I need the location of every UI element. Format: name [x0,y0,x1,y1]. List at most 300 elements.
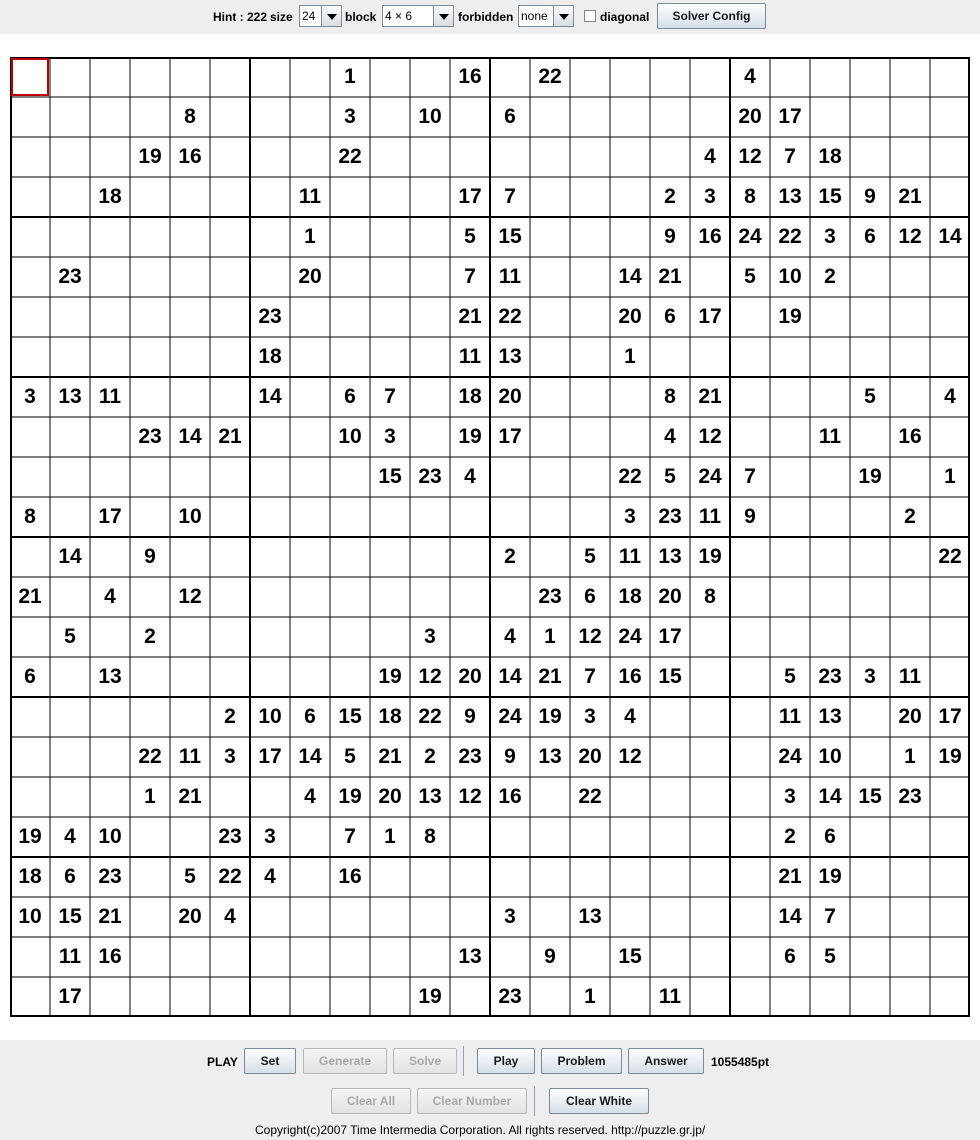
cell[interactable] [770,337,810,377]
cell[interactable]: 19 [18,825,42,848]
cell[interactable] [90,257,130,297]
cell[interactable]: 4 [504,625,516,648]
cell[interactable] [890,57,930,97]
cell[interactable] [250,897,290,937]
cell[interactable] [90,617,130,657]
cell[interactable]: 16 [898,425,922,448]
cell[interactable]: 20 [898,705,922,728]
size-select[interactable] [299,5,342,27]
cell[interactable] [850,537,890,577]
cell[interactable]: 14 [258,385,282,408]
cell[interactable] [330,617,370,657]
cell[interactable]: 13 [818,705,842,728]
cell[interactable]: 10 [818,745,842,768]
cell[interactable] [410,417,450,457]
cell[interactable]: 14 [498,665,522,688]
cell[interactable] [890,297,930,337]
cell[interactable]: 20 [578,745,602,768]
cell[interactable] [650,97,690,137]
cell[interactable]: 1 [904,745,916,768]
cell[interactable] [210,657,250,697]
cell[interactable]: 3 [584,705,596,728]
cell[interactable] [370,617,410,657]
cell[interactable]: 9 [464,705,476,728]
cell[interactable] [410,57,450,97]
cell[interactable]: 7 [504,185,516,208]
cell[interactable] [250,57,290,97]
cell[interactable] [410,177,450,217]
cell[interactable]: 24 [778,745,802,768]
cell[interactable]: 15 [338,705,362,728]
cell[interactable] [370,177,410,217]
cell[interactable] [250,977,290,1017]
cell[interactable] [290,337,330,377]
cell[interactable] [810,617,850,657]
cell[interactable] [730,697,770,737]
chevron-down-icon[interactable] [553,6,573,26]
cell[interactable]: 19 [538,705,562,728]
cell[interactable] [690,617,730,657]
cell[interactable]: 20 [298,265,322,288]
cell[interactable]: 10 [778,265,802,288]
cell[interactable] [810,577,850,617]
cell[interactable]: 2 [144,625,156,648]
cell[interactable]: 21 [658,265,682,288]
cell[interactable]: 4 [104,585,116,608]
cell[interactable]: 20 [458,665,482,688]
cell[interactable]: 10 [178,505,202,528]
cell[interactable] [530,857,570,897]
diagonal-checkbox[interactable] [584,10,596,22]
cell[interactable]: 22 [218,865,242,888]
cell[interactable]: 18 [818,145,842,168]
cell[interactable] [50,457,90,497]
cell[interactable]: 12 [458,785,482,808]
cell[interactable] [90,217,130,257]
cell[interactable] [610,897,650,937]
cell[interactable] [250,177,290,217]
cell[interactable] [850,337,890,377]
cell[interactable]: 12 [738,145,762,168]
cell[interactable] [410,537,450,577]
cell[interactable] [290,137,330,177]
cell[interactable] [530,537,570,577]
cell[interactable] [570,937,610,977]
cell[interactable]: 18 [378,705,402,728]
cell[interactable]: 15 [378,465,402,488]
cell[interactable] [730,377,770,417]
cell[interactable] [530,977,570,1017]
cell[interactable] [210,537,250,577]
cell[interactable]: 15 [58,905,82,928]
cell[interactable] [650,937,690,977]
cell[interactable]: 6 [504,105,516,128]
cell[interactable] [730,737,770,777]
cell[interactable] [850,297,890,337]
cell[interactable] [930,657,970,697]
cell[interactable]: 13 [538,745,562,768]
cell[interactable]: 23 [138,425,162,448]
cell[interactable]: 4 [944,385,956,408]
cell[interactable] [890,137,930,177]
cell[interactable] [770,977,810,1017]
cell[interactable]: 8 [24,505,36,528]
forbidden-select[interactable] [518,5,574,27]
cell[interactable]: 23 [538,585,562,608]
cell[interactable] [370,857,410,897]
cell[interactable] [210,777,250,817]
cell[interactable] [930,297,970,337]
cell[interactable]: 21 [378,745,402,768]
cell[interactable] [210,937,250,977]
cell[interactable] [90,297,130,337]
cell[interactable] [290,97,330,137]
cell[interactable]: 18 [258,345,282,368]
cell[interactable] [210,977,250,1017]
cell[interactable]: 19 [378,665,402,688]
cell[interactable]: 9 [544,945,556,968]
cell[interactable] [690,937,730,977]
cell[interactable]: 5 [664,465,676,488]
cell[interactable] [50,97,90,137]
cell[interactable] [90,457,130,497]
cell[interactable] [730,857,770,897]
cell[interactable] [810,537,850,577]
cell[interactable] [450,817,490,857]
cell[interactable]: 6 [304,705,316,728]
cell[interactable] [290,297,330,337]
cell[interactable]: 13 [98,665,122,688]
cell[interactable] [90,137,130,177]
cell[interactable] [650,777,690,817]
cell[interactable]: 23 [98,865,122,888]
cell[interactable] [770,417,810,457]
cell[interactable] [810,337,850,377]
cell[interactable]: 23 [498,985,522,1008]
cell[interactable] [330,937,370,977]
cell[interactable] [890,337,930,377]
cell[interactable]: 16 [618,665,642,688]
cell[interactable] [50,777,90,817]
cell[interactable]: 7 [784,145,796,168]
cell[interactable]: 8 [184,105,196,128]
cell[interactable]: 3 [824,225,836,248]
cell[interactable] [490,457,530,497]
cell[interactable]: 22 [778,225,802,248]
cell[interactable] [370,577,410,617]
cell[interactable] [490,57,530,97]
cell[interactable] [170,337,210,377]
cell[interactable]: 5 [584,545,596,568]
cell[interactable] [290,577,330,617]
cell[interactable] [610,777,650,817]
cell[interactable]: 17 [658,625,682,648]
cell[interactable]: 3 [784,785,796,808]
cell[interactable]: 19 [858,465,882,488]
cell[interactable] [290,897,330,937]
cell[interactable]: 8 [664,385,676,408]
cell[interactable] [330,337,370,377]
cell[interactable] [810,97,850,137]
cell[interactable]: 22 [538,65,562,88]
cell[interactable] [450,97,490,137]
cell[interactable] [370,977,410,1017]
cell[interactable]: 13 [578,905,602,928]
cell[interactable] [210,457,250,497]
cell[interactable] [610,857,650,897]
cell[interactable]: 4 [744,65,756,88]
cell[interactable] [170,937,210,977]
cell[interactable] [130,377,170,417]
cell[interactable]: 18 [458,385,482,408]
cell[interactable] [290,617,330,657]
cell[interactable]: 14 [938,225,962,248]
cell[interactable] [730,617,770,657]
cell[interactable] [250,417,290,457]
cell[interactable]: 2 [224,705,236,728]
cell[interactable]: 21 [458,305,482,328]
cell[interactable] [930,897,970,937]
cell[interactable] [290,57,330,97]
cell[interactable] [250,257,290,297]
cell[interactable] [370,537,410,577]
cell[interactable] [530,97,570,137]
cell[interactable] [490,857,530,897]
cell[interactable]: 5 [744,265,756,288]
cell[interactable] [450,537,490,577]
cell[interactable]: 20 [498,385,522,408]
cell[interactable]: 14 [178,425,202,448]
cell[interactable]: 18 [98,185,122,208]
cell[interactable] [490,137,530,177]
cell[interactable]: 10 [338,425,362,448]
cell[interactable] [650,137,690,177]
cell[interactable]: 12 [898,225,922,248]
cell[interactable] [290,457,330,497]
cell[interactable]: 7 [584,665,596,688]
cell[interactable] [10,97,50,137]
cell[interactable] [170,257,210,297]
cell[interactable]: 10 [418,105,442,128]
cell[interactable] [650,817,690,857]
cell[interactable] [530,777,570,817]
cell[interactable] [370,297,410,337]
cell[interactable] [570,57,610,97]
cell[interactable] [130,817,170,857]
cell[interactable] [330,537,370,577]
cell[interactable]: 23 [418,465,442,488]
cell[interactable]: 22 [578,785,602,808]
cell[interactable] [850,737,890,777]
cell[interactable]: 3 [504,905,516,928]
cell[interactable] [610,377,650,417]
cell[interactable] [330,297,370,337]
cell[interactable] [290,497,330,537]
cell[interactable] [850,57,890,97]
cell[interactable]: 15 [818,185,842,208]
cell[interactable] [850,417,890,457]
cell[interactable] [90,537,130,577]
cell[interactable]: 7 [824,905,836,928]
cell[interactable] [10,937,50,977]
cell[interactable] [890,857,930,897]
cell[interactable] [330,657,370,697]
cell[interactable] [50,657,90,697]
cell[interactable] [130,97,170,137]
cell[interactable] [530,217,570,257]
cell[interactable] [10,137,50,177]
cell[interactable] [10,777,50,817]
cell[interactable] [90,977,130,1017]
cell[interactable] [530,897,570,937]
cell[interactable]: 7 [344,825,356,848]
cell[interactable] [650,737,690,777]
cell[interactable] [170,377,210,417]
cell[interactable]: 4 [264,865,276,888]
cell[interactable]: 12 [698,425,722,448]
cell[interactable] [570,297,610,337]
cell[interactable] [530,457,570,497]
cell[interactable] [730,417,770,457]
cell[interactable]: 14 [298,745,322,768]
cell[interactable] [210,577,250,617]
cell[interactable]: 22 [418,705,442,728]
cell[interactable]: 5 [864,385,876,408]
cell[interactable] [610,217,650,257]
cell[interactable] [50,737,90,777]
cell[interactable]: 5 [64,625,76,648]
cell[interactable] [730,297,770,337]
cell[interactable] [530,377,570,417]
cell[interactable]: 1 [344,65,356,88]
cell[interactable]: 11 [178,745,202,768]
cell[interactable] [410,937,450,977]
cell[interactable] [930,817,970,857]
cell[interactable]: 23 [458,745,482,768]
cell[interactable] [730,897,770,937]
cell[interactable]: 17 [258,745,282,768]
cell[interactable] [610,977,650,1017]
cell[interactable] [130,577,170,617]
cell[interactable]: 2 [904,505,916,528]
cell[interactable]: 2 [824,265,836,288]
cell[interactable]: 2 [424,745,436,768]
cell[interactable] [930,617,970,657]
cell[interactable] [210,57,250,97]
cell[interactable]: 23 [218,825,242,848]
cell[interactable]: 14 [778,905,802,928]
cell[interactable]: 6 [864,225,876,248]
cell[interactable] [490,937,530,977]
generate-button[interactable]: Generate [303,1048,387,1074]
cell[interactable]: 3 [344,105,356,128]
cell[interactable]: 22 [498,305,522,328]
cell[interactable] [370,897,410,937]
cell[interactable]: 24 [618,625,642,648]
cell[interactable]: 3 [384,425,396,448]
cell[interactable] [330,217,370,257]
cell[interactable] [90,737,130,777]
cell[interactable] [690,697,730,737]
clear-white-button[interactable]: Clear White [549,1088,649,1114]
cell[interactable] [890,537,930,577]
cell[interactable] [610,177,650,217]
cell[interactable] [770,497,810,537]
cell[interactable]: 4 [464,465,476,488]
cell[interactable]: 15 [858,785,882,808]
cell[interactable]: 15 [618,945,642,968]
cell[interactable] [930,177,970,217]
cell[interactable] [130,857,170,897]
cell[interactable] [570,817,610,857]
cell[interactable] [850,937,890,977]
cell[interactable]: 14 [58,545,82,568]
cell[interactable]: 3 [424,625,436,648]
cell[interactable] [10,257,50,297]
cell[interactable]: 7 [384,385,396,408]
cell[interactable]: 18 [618,585,642,608]
cell[interactable]: 10 [258,705,282,728]
cell[interactable] [650,337,690,377]
cell[interactable]: 15 [498,225,522,248]
cell[interactable] [530,137,570,177]
cell[interactable] [730,777,770,817]
cell[interactable] [50,217,90,257]
cell[interactable] [490,577,530,617]
cell[interactable] [410,297,450,337]
cell[interactable] [370,57,410,97]
cell[interactable]: 13 [458,945,482,968]
cell[interactable]: 6 [584,585,596,608]
cell[interactable]: 7 [744,465,756,488]
cell[interactable]: 1 [384,825,396,848]
cell[interactable]: 16 [98,945,122,968]
cell[interactable]: 22 [618,465,642,488]
clear-number-button[interactable]: Clear Number [417,1088,527,1114]
cell[interactable] [330,457,370,497]
cell[interactable]: 20 [658,585,682,608]
cell[interactable] [530,177,570,217]
cell[interactable] [210,137,250,177]
cell[interactable]: 19 [818,865,842,888]
cell[interactable] [890,977,930,1017]
cell[interactable] [170,217,210,257]
cell[interactable] [730,537,770,577]
cell[interactable]: 11 [818,425,842,448]
cell[interactable] [690,337,730,377]
cell[interactable] [850,497,890,537]
cell[interactable] [410,897,450,937]
cell[interactable] [50,497,90,537]
cell[interactable] [610,417,650,457]
cell[interactable] [170,457,210,497]
cell[interactable] [810,457,850,497]
cell[interactable] [690,857,730,897]
cell[interactable]: 2 [504,545,516,568]
cell[interactable] [450,617,490,657]
cell[interactable] [850,257,890,297]
cell[interactable]: 8 [424,825,436,848]
cell[interactable] [570,497,610,537]
cell[interactable] [530,257,570,297]
chevron-down-icon[interactable] [433,6,453,26]
cell[interactable] [450,857,490,897]
cell[interactable]: 17 [938,705,962,728]
cell[interactable] [770,537,810,577]
cell[interactable] [170,817,210,857]
cell[interactable]: 1 [544,625,556,648]
cell[interactable]: 3 [24,385,36,408]
